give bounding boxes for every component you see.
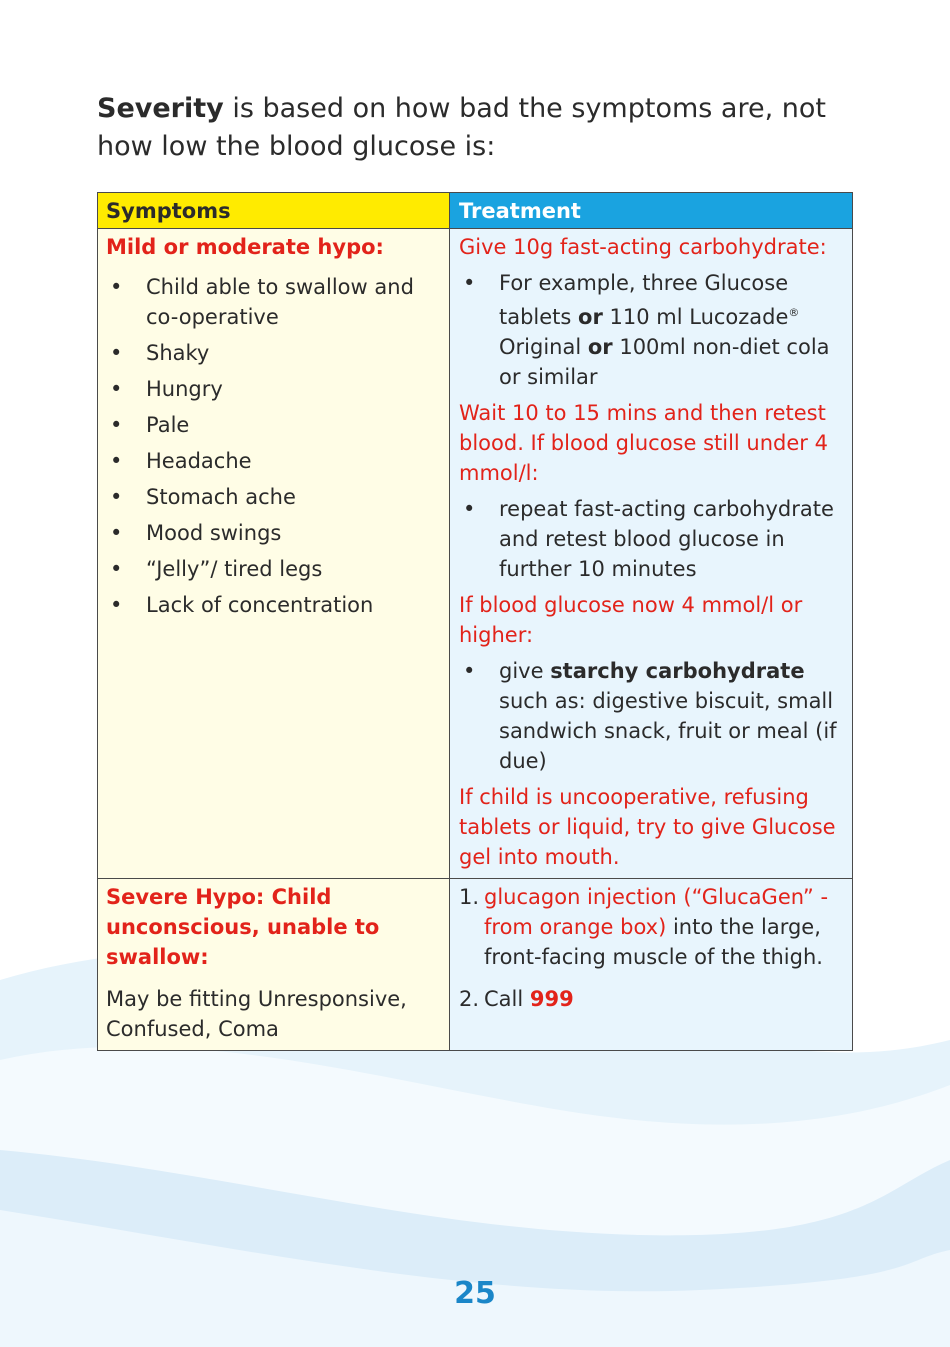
severe-symptoms-cell bbox=[98, 879, 450, 1051]
mild-symptom-list bbox=[106, 272, 441, 620]
bullet: • bbox=[110, 557, 123, 581]
bullet: • bbox=[110, 377, 123, 401]
severe-treatment-cell bbox=[450, 879, 853, 1051]
intro-lead: Severity bbox=[97, 93, 224, 124]
list-item: • Pale bbox=[106, 410, 441, 440]
intro-text bbox=[97, 90, 857, 166]
treatment-step-3: If blood glucose now 4 mmol/l or higher: bbox=[459, 593, 803, 647]
bullet: • bbox=[463, 659, 476, 683]
intro-rest: is based on how bad the symptoms are, not how low the blood glucose is: bbox=[97, 93, 826, 162]
page-number: 25 bbox=[454, 1276, 496, 1311]
bullet: • bbox=[110, 413, 123, 437]
treatment-repeat: • repeat fast-acting carbohydrate and retest blood glucose in further 10 minutes bbox=[459, 494, 843, 584]
list-item: • Shaky bbox=[106, 338, 441, 368]
bullet: • bbox=[110, 485, 123, 509]
bullet: • bbox=[110, 521, 123, 545]
list-item: • Mood swings bbox=[106, 518, 441, 548]
hypo-table bbox=[97, 192, 853, 1051]
bullet: • bbox=[463, 497, 476, 521]
severe-step-1: 1. glucagon injection (“GlucaGen” - from orange box) into the large, front-facing muscle of the thigh. bbox=[459, 885, 829, 969]
table-row-severe bbox=[98, 879, 853, 1051]
bullet: • bbox=[110, 275, 123, 299]
header-treatment: Treatment bbox=[450, 193, 853, 229]
treatment-step-2: Wait 10 to 15 mins and then retest blood. If blood glucose still under 4 mmol/l: bbox=[459, 401, 828, 485]
bullet: • bbox=[110, 449, 123, 473]
header-symptoms: Symptoms bbox=[98, 193, 450, 229]
severe-label: Severe Hypo: Child unconscious, unable to swallow: bbox=[106, 885, 380, 969]
list-item: • Lack of concentration bbox=[106, 590, 441, 620]
mild-symptoms-cell bbox=[98, 229, 450, 879]
list-item: • “Jelly”/ tired legs bbox=[106, 554, 441, 584]
mild-treatment-cell bbox=[450, 229, 853, 879]
list-item: • Hungry bbox=[106, 374, 441, 404]
treatment-step-4: If child is uncooperative, refusing tablets or liquid, try to give Glucose gel into mouth. bbox=[459, 785, 836, 869]
treatment-starchy: • give starchy carbohydrate such as: digestive biscuit, small sandwich snack, fruit or meal (if due) bbox=[459, 656, 843, 776]
bullet: • bbox=[463, 271, 476, 295]
severe-step-2: 2. Call 999 bbox=[459, 987, 574, 1011]
table-row-mild bbox=[98, 229, 853, 879]
bullet: • bbox=[110, 341, 123, 365]
list-item: • Stomach ache bbox=[106, 482, 441, 512]
severe-symptoms: May be fitting Unresponsive, Confused, Coma bbox=[106, 987, 407, 1041]
mild-label: Mild or moderate hypo: bbox=[106, 235, 384, 259]
treatment-example: • For example, three Glucose tablets or 110 ml Lucozade® Original or 100ml non-diet cola or similar bbox=[459, 268, 843, 392]
table-header-row bbox=[98, 193, 853, 229]
bullet: • bbox=[110, 593, 123, 617]
treatment-step-1: Give 10g fast-acting carbohydrate: bbox=[459, 235, 827, 259]
list-item: • Headache bbox=[106, 446, 441, 476]
list-item: • Child able to swallow and co-operative bbox=[106, 272, 441, 332]
